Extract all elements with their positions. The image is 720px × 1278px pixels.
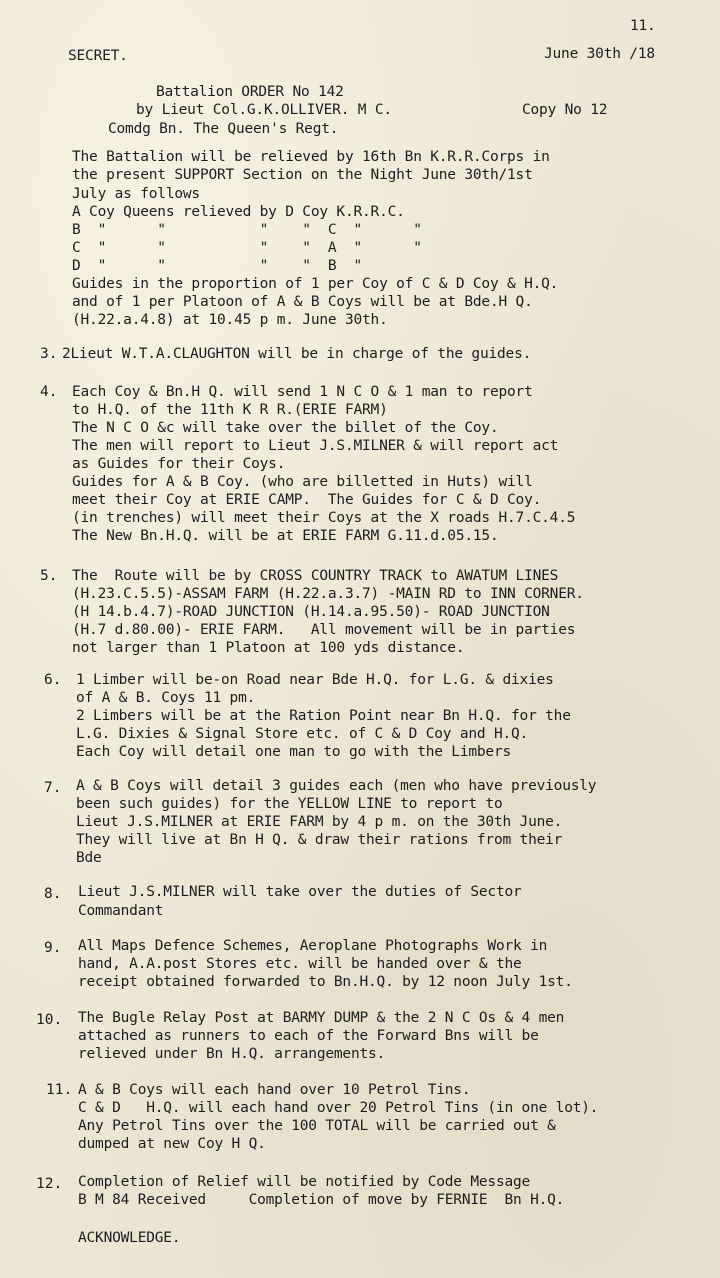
paragraph-line: Bde	[76, 850, 102, 866]
paragraph-line: (H 14.b.4.7)-ROAD JUNCTION (H.14.a.95.50)- ROAD JUNCTION	[72, 604, 550, 620]
paragraph-number: 4.	[40, 384, 58, 400]
paragraph-line: of A & B. Coys 11 pm.	[76, 690, 256, 706]
paragraph-line: L.G. Dixies & Signal Store etc. of C & D Coy and H.Q.	[76, 726, 529, 742]
paragraph-line: not larger than 1 Platoon at 100 yds distance.	[72, 640, 465, 656]
paragraph-number: 12.	[36, 1176, 63, 1192]
paragraph-line: Any Petrol Tins over the 100 TOTAL will be carried out &	[78, 1118, 556, 1134]
paragraph-line: Guides for A & B Coy. (who are billetted in Huts) will	[72, 474, 533, 490]
paragraph-line: The Route will be by CROSS COUNTRY TRACK to AWATUM LINES	[72, 568, 559, 584]
intro-line: the present SUPPORT Section on the Night June 30th/1st	[72, 167, 533, 183]
paragraph-line: The men will report to Lieut J.S.MILNER & will report act	[72, 438, 559, 454]
commanding-line: Comdg Bn. The Queen's Regt.	[108, 121, 339, 137]
paragraph-line: A & B Coys will detail 3 guides each (men who have previously	[76, 778, 597, 794]
order-date: June 30th /18	[544, 46, 655, 62]
paragraph-number: 5.	[40, 568, 58, 584]
paragraph-number: 3.	[40, 346, 58, 362]
relief-row: A Coy Queens relieved by D Coy K.R.R.C.	[72, 204, 405, 220]
paragraph-line: C & D H.Q. will each hand over 20 Petrol Tins (in one lot).	[78, 1100, 599, 1116]
paragraph-line: B M 84 Received Completion of move by FERNIE Bn H.Q.	[78, 1192, 565, 1208]
paragraph-line: relieved under Bn H.Q. arrangements.	[78, 1046, 386, 1062]
paragraph-line: attached as runners to each of the Forward Bns will be	[78, 1028, 539, 1044]
copy-number: Copy No 12	[522, 102, 608, 118]
paragraph-number: 11.	[46, 1082, 73, 1098]
issued-by: by Lieut Col.G.K.OLLIVER. M C.	[136, 102, 392, 118]
intro-line: and of 1 per Platoon of A & B Coys will be at Bde.H Q.	[72, 294, 533, 310]
paragraph-line: 1 Limber will be-on Road near Bde H.Q. for L.G. & dixies	[76, 672, 554, 688]
paragraph-line: They will live at Bn H Q. & draw their rations from their	[76, 832, 563, 848]
intro-line: (H.22.a.4.8) at 10.45 p m. June 30th.	[72, 312, 388, 328]
paragraph-line: been such guides) for the YELLOW LINE to report to	[76, 796, 503, 812]
paragraph-line: to H.Q. of the 11th K R R.(ERIE FARM)	[72, 402, 388, 418]
paragraph-number: 8.	[44, 886, 62, 902]
paragraph-number: 9.	[44, 940, 62, 956]
page-number: 11.	[630, 18, 656, 34]
paragraph-line: All Maps Defence Schemes, Aeroplane Photographs Work in	[78, 938, 548, 954]
paragraph-line: receipt obtained forwarded to Bn.H.Q. by 12 noon July 1st.	[78, 974, 573, 990]
paragraph-line: Each Coy will detail one man to go with the Limbers	[76, 744, 512, 760]
paragraph-line: The N C O &c will take over the billet of the Coy.	[72, 420, 499, 436]
relief-row: C " " " " A " "	[72, 240, 422, 256]
order-title: Battalion ORDER No 142	[156, 84, 344, 100]
paragraph-line: The Bugle Relay Post at BARMY DUMP & the 2 N C Os & 4 men	[78, 1010, 565, 1026]
acknowledge-line: ACKNOWLEDGE.	[78, 1230, 181, 1246]
paragraph-line: 2Lieut W.T.A.CLAUGHTON will be in charge of the guides.	[62, 346, 532, 362]
relief-row: B " " " " C " "	[72, 222, 422, 238]
paragraph-line: (H.23.C.5.5)-ASSAM FARM (H.22.a.3.7) -MAIN RD to INN CORNER.	[72, 586, 584, 602]
paragraph-line: meet their Coy at ERIE CAMP. The Guides for C & D Coy.	[72, 492, 542, 508]
paragraph-line: Each Coy & Bn.H Q. will send 1 N C O & 1 man to report	[72, 384, 533, 400]
paragraph-line: A & B Coys will each hand over 10 Petrol Tins.	[78, 1082, 471, 1098]
paragraph-line: The New Bn.H.Q. will be at ERIE FARM G.11.d.05.15.	[72, 528, 499, 544]
paragraph-number: 10.	[36, 1012, 63, 1028]
intro-line: The Battalion will be relieved by 16th Bn K.R.R.Corps in	[72, 149, 550, 165]
paragraph-line: (H.7 d.80.00)- ERIE FARM. All movement will be in parties	[72, 622, 576, 638]
relief-row: D " " " " B "	[72, 258, 363, 274]
intro-line: Guides in the proportion of 1 per Coy of C & D Coy & H.Q.	[72, 276, 559, 292]
paragraph-line: 2 Limbers will be at the Ration Point near Bn H.Q. for the	[76, 708, 571, 724]
paragraph-line: hand, A.A.post Stores etc. will be handed over & the	[78, 956, 522, 972]
secret-marking: SECRET.	[68, 48, 128, 64]
paragraph-line: Lieut J.S.MILNER will take over the duties of Sector	[78, 884, 522, 900]
paragraph-line: dumped at new Coy H Q.	[78, 1136, 266, 1152]
paragraph-line: Lieut J.S.MILNER at ERIE FARM by 4 p m. on the 30th June.	[76, 814, 563, 830]
paragraph-line: (in trenches) will meet their Coys at the X roads H.7.C.4.5	[72, 510, 576, 526]
paragraph-line: as Guides for their Coys.	[72, 456, 286, 472]
intro-line: July as follows	[72, 186, 200, 202]
paragraph-line: Commandant	[78, 903, 164, 919]
paragraph-number: 7.	[44, 780, 62, 796]
paragraph-number: 6.	[44, 672, 62, 688]
paragraph-line: Completion of Relief will be notified by Code Message	[78, 1174, 531, 1190]
